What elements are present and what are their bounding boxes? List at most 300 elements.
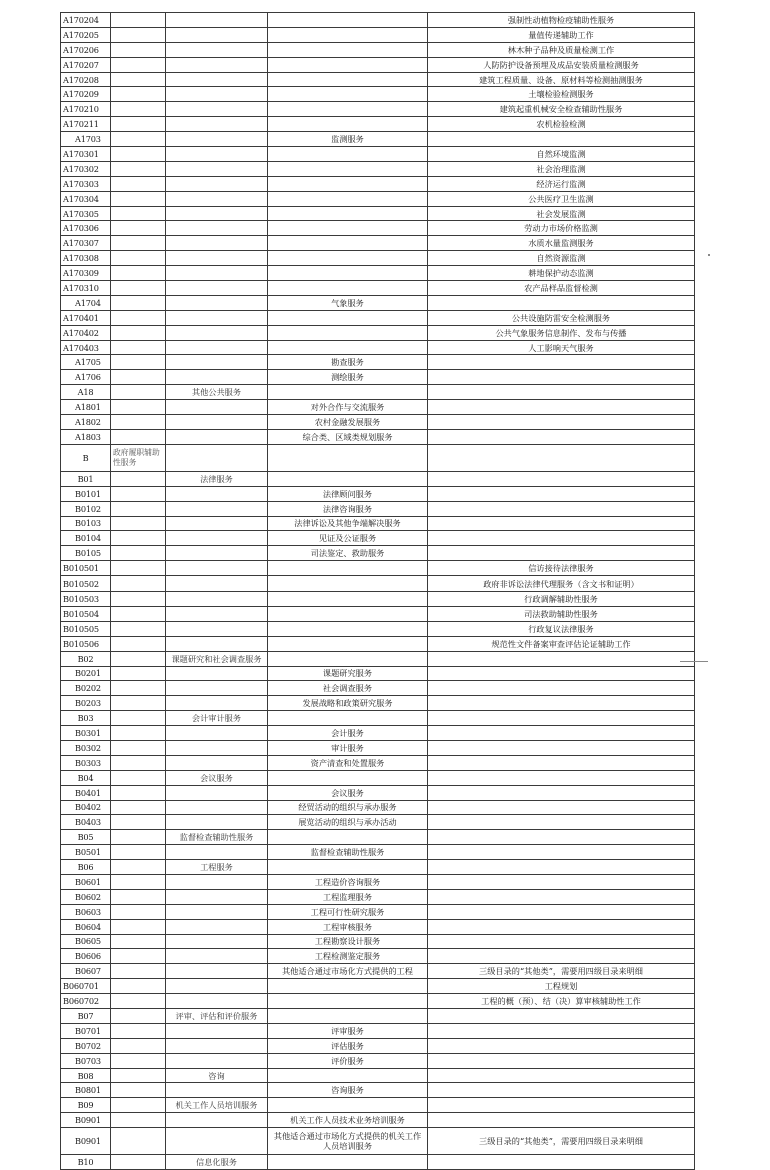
level3-name-cell — [268, 830, 428, 845]
level1-name-cell — [111, 176, 166, 191]
level3-name-cell: 机关工作人员技术业务培训服务 — [268, 1113, 428, 1128]
level2-name-cell — [166, 740, 268, 755]
level1-name-cell — [111, 770, 166, 785]
level3-name-cell: 工程监理服务 — [268, 889, 428, 904]
code-cell: B0103 — [61, 516, 111, 531]
table-row — [61, 444, 695, 471]
level4-name-cell — [428, 785, 695, 800]
level2-name-cell — [166, 979, 268, 994]
table-row — [61, 726, 695, 741]
level1-name-cell — [111, 42, 166, 57]
table-row — [61, 191, 695, 206]
level3-name-cell — [268, 117, 428, 132]
level3-name-cell: 经贸活动的组织与承办服务 — [268, 800, 428, 815]
code-cell: B0202 — [61, 681, 111, 696]
level3-name-cell — [268, 576, 428, 592]
level4-name-cell — [428, 1023, 695, 1038]
code-cell: B04 — [61, 770, 111, 785]
table-row — [61, 651, 695, 666]
level1-name-cell — [111, 370, 166, 385]
level4-name-cell — [428, 546, 695, 561]
table-row — [61, 42, 695, 57]
table-row — [61, 904, 695, 919]
code-cell: B0901 — [61, 1128, 111, 1155]
level2-name-cell — [166, 964, 268, 979]
level1-name-cell — [111, 102, 166, 117]
table-row — [61, 516, 695, 531]
level4-name-cell — [428, 531, 695, 546]
level4-name-cell — [428, 726, 695, 741]
table-row — [61, 236, 695, 251]
level3-name-cell — [268, 72, 428, 87]
level1-name-cell — [111, 281, 166, 296]
level2-name-cell: 监督检查辅助性服务 — [166, 830, 268, 845]
level2-name-cell: 机关工作人员培训服务 — [166, 1098, 268, 1113]
level4-name-cell: 土壤检验检测服务 — [428, 87, 695, 102]
table-row — [61, 830, 695, 845]
level3-name-cell — [268, 161, 428, 176]
level3-name-cell — [268, 266, 428, 281]
code-cell: B0801 — [61, 1083, 111, 1098]
level2-name-cell — [166, 606, 268, 621]
level4-name-cell — [428, 429, 695, 444]
code-cell: B0303 — [61, 755, 111, 770]
level3-name-cell: 课题研究服务 — [268, 666, 428, 681]
level3-name-cell — [268, 221, 428, 236]
level1-name-cell — [111, 236, 166, 251]
level4-name-cell — [428, 860, 695, 875]
table-row — [61, 755, 695, 770]
level1-name-cell — [111, 132, 166, 147]
table-row — [61, 561, 695, 576]
level2-name-cell — [166, 696, 268, 711]
level1-name-cell — [111, 561, 166, 576]
level2-name-cell — [166, 815, 268, 830]
level1-name-cell — [111, 711, 166, 726]
code-cell: B09 — [61, 1098, 111, 1113]
level2-name-cell — [166, 147, 268, 162]
table-row — [61, 934, 695, 949]
level1-name-cell — [111, 1023, 166, 1038]
level4-name-cell — [428, 830, 695, 845]
code-cell: B010505 — [61, 621, 111, 636]
table-row — [61, 696, 695, 711]
level2-name-cell — [166, 57, 268, 72]
level3-name-cell: 评审服务 — [268, 1023, 428, 1038]
level1-name-cell — [111, 696, 166, 711]
code-cell: B0402 — [61, 800, 111, 815]
level1-name-cell — [111, 1038, 166, 1053]
table-row — [61, 281, 695, 296]
level2-name-cell — [166, 161, 268, 176]
level4-name-cell: 社会发展监测 — [428, 206, 695, 221]
table-row — [61, 310, 695, 325]
level1-name-cell — [111, 531, 166, 546]
code-cell: B05 — [61, 830, 111, 845]
level4-name-cell: 农产品样品监督检测 — [428, 281, 695, 296]
code-cell: A170206 — [61, 42, 111, 57]
table-row — [61, 1083, 695, 1098]
level3-name-cell: 咨询服务 — [268, 1083, 428, 1098]
table-row — [61, 87, 695, 102]
level3-name-cell — [268, 340, 428, 355]
code-cell: A1703 — [61, 132, 111, 147]
table-row — [61, 429, 695, 444]
level4-name-cell: 建筑起重机械安全检查辅助性服务 — [428, 102, 695, 117]
level4-name-cell — [428, 711, 695, 726]
level4-name-cell — [428, 295, 695, 310]
level4-name-cell — [428, 355, 695, 370]
level3-name-cell: 监测服务 — [268, 132, 428, 147]
level1-name-cell — [111, 355, 166, 370]
level1-name-cell — [111, 191, 166, 206]
code-cell: B0203 — [61, 696, 111, 711]
level3-name-cell — [268, 1155, 428, 1170]
level3-name-cell: 发展战略和政策研究服务 — [268, 696, 428, 711]
level1-name-cell — [111, 221, 166, 236]
level2-name-cell — [166, 576, 268, 592]
level4-name-cell: 政府非诉讼法律代理服务（含文书和证明） — [428, 576, 695, 592]
level3-name-cell: 工程审核服务 — [268, 919, 428, 934]
level2-name-cell — [166, 206, 268, 221]
level3-name-cell — [268, 385, 428, 400]
level4-name-cell: 建筑工程质量、设备、原材料等检测抽测服务 — [428, 72, 695, 87]
code-cell: B02 — [61, 651, 111, 666]
level2-name-cell — [166, 415, 268, 430]
level1-name-cell — [111, 546, 166, 561]
code-cell: B060702 — [61, 994, 111, 1009]
level2-name-cell — [166, 266, 268, 281]
level4-name-cell: 耕地保护动态监测 — [428, 266, 695, 281]
table-row — [61, 370, 695, 385]
level1-name-cell — [111, 1068, 166, 1083]
table-row — [61, 176, 695, 191]
level4-name-cell: 工程的概（预）、结（决）算审核辅助性工作 — [428, 994, 695, 1009]
level2-name-cell — [166, 1038, 268, 1053]
level1-name-cell — [111, 815, 166, 830]
table-row — [61, 471, 695, 486]
table-row — [61, 681, 695, 696]
level2-name-cell — [166, 874, 268, 889]
level2-name-cell: 信息化服务 — [166, 1155, 268, 1170]
level4-name-cell — [428, 370, 695, 385]
level4-name-cell — [428, 845, 695, 860]
level4-name-cell — [428, 1038, 695, 1053]
table-row — [61, 531, 695, 546]
level3-name-cell: 勘查服务 — [268, 355, 428, 370]
code-cell: B0603 — [61, 904, 111, 919]
level4-name-cell — [428, 501, 695, 516]
code-cell: B0604 — [61, 919, 111, 934]
table-row — [61, 295, 695, 310]
level4-name-cell — [428, 444, 695, 471]
code-cell: B0104 — [61, 531, 111, 546]
level2-name-cell — [166, 800, 268, 815]
table-row — [61, 770, 695, 785]
level3-name-cell — [268, 281, 428, 296]
code-cell: B — [61, 444, 111, 471]
table-row — [61, 576, 695, 592]
level4-name-cell: 人工影响天气服务 — [428, 340, 695, 355]
code-cell: B010503 — [61, 592, 111, 607]
level1-name-cell — [111, 471, 166, 486]
level2-name-cell — [166, 176, 268, 191]
level1-name-cell — [111, 13, 166, 28]
level1-name-cell — [111, 400, 166, 415]
code-cell: A170402 — [61, 325, 111, 340]
code-cell: B0602 — [61, 889, 111, 904]
scan-mark — [708, 254, 710, 256]
service-catalog-table — [60, 12, 695, 1170]
level2-name-cell — [166, 785, 268, 800]
code-cell: B0401 — [61, 785, 111, 800]
table-row — [61, 636, 695, 651]
level4-name-cell — [428, 949, 695, 964]
table-row — [61, 919, 695, 934]
table-row — [61, 621, 695, 636]
level3-name-cell: 工程造价咨询服务 — [268, 874, 428, 889]
level3-name-cell: 见证及公证服务 — [268, 531, 428, 546]
level3-name-cell: 工程勘察设计服务 — [268, 934, 428, 949]
table-row — [61, 800, 695, 815]
level2-name-cell — [166, 755, 268, 770]
level3-name-cell — [268, 636, 428, 651]
level2-name-cell — [166, 904, 268, 919]
level4-name-cell — [428, 874, 695, 889]
table-row — [61, 13, 695, 28]
level2-name-cell — [166, 72, 268, 87]
level4-name-cell — [428, 1098, 695, 1113]
level4-name-cell — [428, 400, 695, 415]
level2-name-cell — [166, 592, 268, 607]
code-cell: B0105 — [61, 546, 111, 561]
table-row — [61, 874, 695, 889]
level2-name-cell — [166, 531, 268, 546]
level4-name-cell: 劳动力市场价格监测 — [428, 221, 695, 236]
level4-name-cell: 公共设施防雷安全检测服务 — [428, 310, 695, 325]
table-row — [61, 606, 695, 621]
code-cell: A170305 — [61, 206, 111, 221]
code-cell: A170207 — [61, 57, 111, 72]
code-cell: A170302 — [61, 161, 111, 176]
level4-name-cell: 司法救助辅助性服务 — [428, 606, 695, 621]
level3-name-cell — [268, 13, 428, 28]
level4-name-cell: 人防防护设备预埋及成品安装质量检测服务 — [428, 57, 695, 72]
level3-name-cell: 农村金融发展服务 — [268, 415, 428, 430]
code-cell: B01 — [61, 471, 111, 486]
level3-name-cell — [268, 147, 428, 162]
level1-name-cell — [111, 874, 166, 889]
level4-name-cell — [428, 696, 695, 711]
table-row — [61, 102, 695, 117]
level3-name-cell: 法律咨询服务 — [268, 501, 428, 516]
level4-name-cell — [428, 1083, 695, 1098]
table-row — [61, 1023, 695, 1038]
code-cell: A1704 — [61, 295, 111, 310]
code-cell: B0601 — [61, 874, 111, 889]
level3-name-cell — [268, 471, 428, 486]
level2-name-cell — [166, 191, 268, 206]
level4-name-cell — [428, 770, 695, 785]
level1-name-cell — [111, 949, 166, 964]
code-cell: A170204 — [61, 13, 111, 28]
code-cell: B0901 — [61, 1113, 111, 1128]
code-cell: B03 — [61, 711, 111, 726]
level1-name-cell — [111, 681, 166, 696]
level4-name-cell: 农机检验检测 — [428, 117, 695, 132]
code-cell: B0403 — [61, 815, 111, 830]
level1-name-cell — [111, 117, 166, 132]
level1-name-cell — [111, 501, 166, 516]
level1-name-cell — [111, 87, 166, 102]
level3-name-cell: 其他适合通过市场化方式提供的工程 — [268, 964, 428, 979]
table-row — [61, 1009, 695, 1024]
level4-name-cell: 工程规划 — [428, 979, 695, 994]
level1-name-cell — [111, 919, 166, 934]
level3-name-cell — [268, 27, 428, 42]
level2-name-cell — [166, 486, 268, 501]
code-cell: A1705 — [61, 355, 111, 370]
level3-name-cell — [268, 191, 428, 206]
level3-name-cell — [268, 770, 428, 785]
level2-name-cell — [166, 621, 268, 636]
level3-name-cell — [268, 994, 428, 1009]
table-row — [61, 815, 695, 830]
table-row — [61, 860, 695, 875]
level1-name-cell — [111, 726, 166, 741]
level1-name-cell — [111, 934, 166, 949]
level1-name-cell — [111, 266, 166, 281]
table-row — [61, 949, 695, 964]
level2-name-cell: 评审、评估和评价服务 — [166, 1009, 268, 1024]
level2-name-cell — [166, 236, 268, 251]
level4-name-cell: 公共医疗卫生监测 — [428, 191, 695, 206]
code-cell: B0302 — [61, 740, 111, 755]
level4-name-cell: 三级目录的“其他类”，需要用四级目录来明细 — [428, 1128, 695, 1155]
level3-name-cell — [268, 711, 428, 726]
level3-name-cell: 对外合作与交流服务 — [268, 400, 428, 415]
table-row — [61, 161, 695, 176]
table-row — [61, 147, 695, 162]
level4-name-cell: 行政调解辅助性服务 — [428, 592, 695, 607]
code-cell: A170303 — [61, 176, 111, 191]
table-row — [61, 132, 695, 147]
table-row — [61, 27, 695, 42]
code-cell: A18 — [61, 385, 111, 400]
code-cell: A170308 — [61, 251, 111, 266]
level1-name-cell — [111, 415, 166, 430]
level1-name-cell — [111, 740, 166, 755]
level1-name-cell — [111, 755, 166, 770]
level2-name-cell: 课题研究和社会调查服务 — [166, 651, 268, 666]
level1-name-cell — [111, 251, 166, 266]
table-row — [61, 1155, 695, 1170]
code-cell: A1801 — [61, 400, 111, 415]
level2-name-cell — [166, 666, 268, 681]
table-row — [61, 355, 695, 370]
table-row — [61, 1038, 695, 1053]
level3-name-cell: 会议服务 — [268, 785, 428, 800]
table-row — [61, 845, 695, 860]
level1-name-cell — [111, 72, 166, 87]
code-cell: A170306 — [61, 221, 111, 236]
level4-name-cell — [428, 1009, 695, 1024]
code-cell: B010501 — [61, 561, 111, 576]
code-cell: A170304 — [61, 191, 111, 206]
level1-name-cell — [111, 860, 166, 875]
code-cell: A170208 — [61, 72, 111, 87]
level3-name-cell — [268, 251, 428, 266]
level2-name-cell — [166, 281, 268, 296]
level2-name-cell — [166, 845, 268, 860]
level4-name-cell — [428, 471, 695, 486]
level4-name-cell — [428, 1113, 695, 1128]
level4-name-cell: 自然环境监测 — [428, 147, 695, 162]
level1-name-cell — [111, 636, 166, 651]
level2-name-cell — [166, 1053, 268, 1068]
level1-name-cell — [111, 147, 166, 162]
level2-name-cell — [166, 501, 268, 516]
level2-name-cell — [166, 1083, 268, 1098]
code-cell: A170210 — [61, 102, 111, 117]
code-cell: B0702 — [61, 1038, 111, 1053]
level3-name-cell: 综合类、区域类规划服务 — [268, 429, 428, 444]
code-cell: A170307 — [61, 236, 111, 251]
level3-name-cell — [268, 87, 428, 102]
level4-name-cell — [428, 904, 695, 919]
table-row — [61, 251, 695, 266]
table-row — [61, 592, 695, 607]
level3-name-cell: 工程检测鉴定服务 — [268, 949, 428, 964]
level4-name-cell — [428, 755, 695, 770]
level2-name-cell — [166, 117, 268, 132]
level3-name-cell: 监督检查辅助性服务 — [268, 845, 428, 860]
level4-name-cell — [428, 815, 695, 830]
table-row — [61, 1098, 695, 1113]
level3-name-cell — [268, 310, 428, 325]
level2-name-cell: 法律服务 — [166, 471, 268, 486]
table-row — [61, 1068, 695, 1083]
table-row — [61, 666, 695, 681]
level3-name-cell — [268, 206, 428, 221]
level3-name-cell — [268, 1009, 428, 1024]
level2-name-cell — [166, 370, 268, 385]
level4-name-cell: 三级目录的“其他类”，需要用四级目录来明细 — [428, 964, 695, 979]
level2-name-cell — [166, 1128, 268, 1155]
level3-name-cell — [268, 606, 428, 621]
level2-name-cell — [166, 681, 268, 696]
level4-name-cell: 林木种子品种及质量检测工作 — [428, 42, 695, 57]
level3-name-cell — [268, 860, 428, 875]
level3-name-cell: 气象服务 — [268, 295, 428, 310]
code-cell: A170209 — [61, 87, 111, 102]
table-row — [61, 1128, 695, 1155]
code-cell: B0701 — [61, 1023, 111, 1038]
level2-name-cell — [166, 429, 268, 444]
level2-name-cell — [166, 726, 268, 741]
level1-name-cell — [111, 1113, 166, 1128]
code-cell: A170205 — [61, 27, 111, 42]
level2-name-cell — [166, 919, 268, 934]
level2-name-cell — [166, 325, 268, 340]
level3-name-cell — [268, 176, 428, 191]
level3-name-cell: 评价服务 — [268, 1053, 428, 1068]
level1-name-cell — [111, 516, 166, 531]
level4-name-cell: 经济运行监测 — [428, 176, 695, 191]
code-cell: B0501 — [61, 845, 111, 860]
level3-name-cell — [268, 979, 428, 994]
level3-name-cell: 司法鉴定、救助服务 — [268, 546, 428, 561]
